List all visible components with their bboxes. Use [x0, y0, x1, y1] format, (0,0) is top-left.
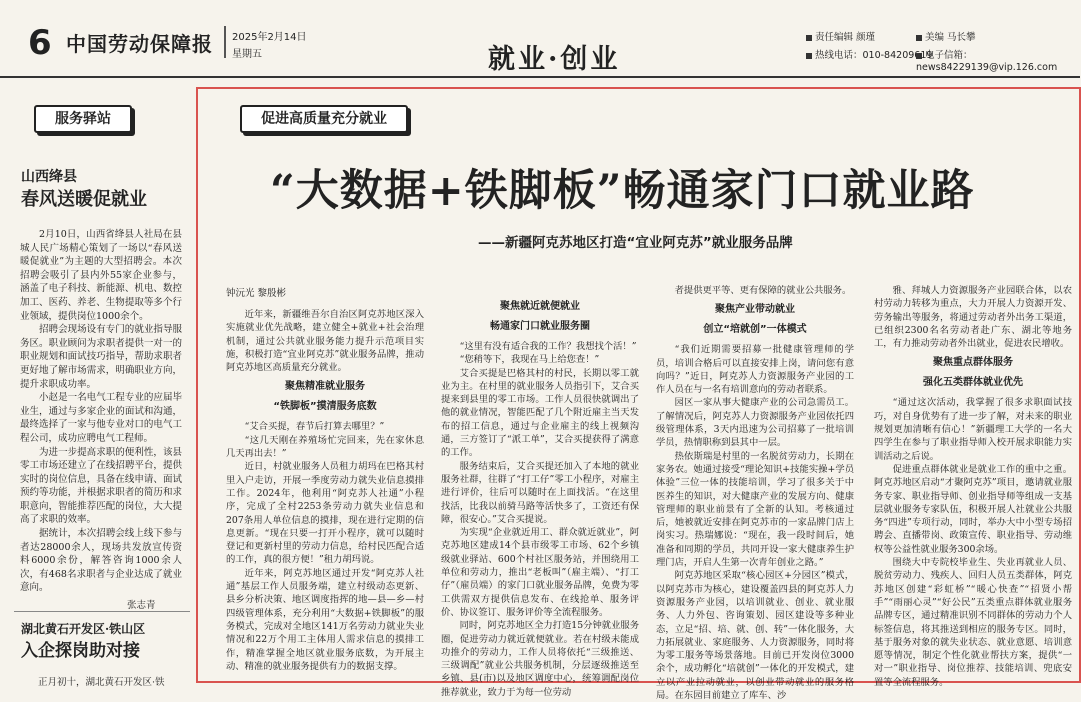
paragraph: 促进重点群体就业是就业工作的重中之重。阿克苏地区启动“才聚阿克苏”项目，邀请就业服务专家、职业指导师、创业指导师等组成一支基层就业服务专家队伍，积极开展人社就业公共服务“四进”专项行动，同时，举办大中小型专场招聘会、直播带岗、政策宣传、职业指导、劳动维权等公益性就业服务300余场。 — [874, 463, 1072, 555]
section-title: 就业·创业 — [488, 44, 621, 75]
article-column-4 — [874, 284, 1072, 688]
paragraph: “这几天刚在养殖场忙完回来，先在家休息几天再出去！” — [226, 434, 424, 460]
sidebar-story2-title: 入企探岗助对接 — [21, 641, 140, 661]
paragraph: 园区一家从事大健康产业的公司急需员工。了解情况后，阿克苏人力资源服务产业园依托四级管理体系，3天内迅速为公司招募了一批培训学员，热情职称到县其中一层。 — [656, 397, 854, 449]
sidebar-column-tag: 服务驿站 — [34, 105, 132, 133]
paragraph: 2月10日，山西省绛县人社局在县城人民广场精心策划了一场以“春风送暖促就业”为主题的大型招聘会。本次招聘会吸引了县内外55家企业参与，涵盖了电子科技、新能源、机电、数控加工、医药、养老、生物提取等多个行业领域，提供岗位1000余个。 — [20, 229, 182, 322]
issue-weekday: 星期五 — [232, 49, 262, 60]
article-headline: “大数据+铁脚板”畅通家门口就业路 — [270, 166, 975, 216]
sidebar-story2-subtitle: 湖北黄石开发区·铁山区 — [21, 622, 146, 636]
issue-date: 2025年2月14日 — [232, 32, 307, 43]
header-divider — [224, 26, 226, 58]
paragraph: “这里有没有适合我的工作？我想找个活！” — [459, 341, 637, 352]
article-column-tag: 促进高质量充分就业 — [240, 105, 408, 133]
email: 电子信箱：news84229139@vip.126.com — [916, 50, 1080, 74]
sidebar-story1-body — [20, 228, 182, 594]
paragraph: “通过这次活动，我掌握了很多求职面试技巧，对自身优势有了进一步了解，对未来的职业规划更加清晰有信心！”新疆理工大学的一名大四学生在参与了职业指导师入校开展求职能力实训活动之后说。 — [874, 397, 1072, 462]
paragraph: “您稍等下，我现在马上给您查！” — [459, 354, 600, 366]
paragraph: 小赵是一名电气工程专业的应届毕业生，通过与多家企业的面试和沟通，最终选择了一家与他专业对口的电气工程公司，成功应聘电气工程师。 — [20, 392, 182, 444]
paragraph: “我们近期需要招募一批健康管理师的学员，培训合格后可以直接安排上岗，请问您有意向吗？”近日，阿克苏人力资源服务产业园的工作人员在与一名有培训意向的劳动者联系。 — [656, 344, 854, 396]
paragraph: 热依斯瑞是村里的一名脱贫劳动力，长期在家务农。她通过接受“理论知识+技能实操+学员体验”三位一体的技能培训，学习了很多关于中医养生的知识，对大健康产业的发展方向、健康管理师的职业前景有了全新的认知。考核通过后，她被就近安排在阿克苏市的一家品牌门店上岗实习。热瑞娜说：“现在，我一段时间后，她准备和同期的学员，共同开设一家大健康养生护理门店，开启人生第一次青年创业之路。” — [656, 450, 854, 569]
paragraph: 近日，村就业服务人员租力胡玛在巴格其村里入户走访，开展一季度劳动力就失业信息摸排工作。2024年，他利用“阿克苏人社通”小程序，完成了全村2253条劳动力就失业信息和207条用人单位信息的摸排，现在进行定期的信息更新。“现在只要一打开小程序，就可以随时登记和更新村里的劳动力信息，给村民匹配合适的工作，真的很方便！”租力胡玛说。 — [226, 461, 424, 566]
newspaper-name: 中国劳动保障报 — [66, 32, 213, 56]
article-subheadline: ——新疆阿克苏地区打造“宜业阿克苏”就业服务品牌 — [478, 235, 793, 251]
paragraph: 近年来，新疆维吾尔自治区阿克苏地区深入实施就业优先战略，建立健全+就业+社会治理机制，通过公共就业服务能力提升示范项目实施，积极打造“宜业阿克苏”就业服务品牌，推动阿克苏地区高质量充分就业。 — [226, 309, 424, 374]
paragraph: 近年来，阿克苏地区通过开发“阿克苏人社通”基层工作人员服务端，建立村级动态更新、县乡分析决策、地区调度指挥的地—县—乡—村四级管理体系，充分利用“大数据+铁脚板”的服务模式，完成对全地区141万名劳动力就业失业情况和22万个用工主体用人需求信息的摸排工作，精准掌握全地区就业服务底数，为开展主动、精准的就业服务提供有力的数据支撑。 — [226, 567, 424, 672]
article-column-2 — [441, 294, 639, 698]
article-column-1 — [226, 308, 424, 678]
sidebar-divider — [14, 611, 190, 612]
section-heading: 畅通家门口就业服务圈 — [490, 321, 590, 332]
sidebar-story1-author: 张志青 — [127, 600, 156, 611]
section-heading: 聚焦重点群体服务 — [933, 357, 1013, 369]
sidebar-story1-subtitle: 山西绛县 — [21, 169, 77, 185]
paragraph: 阿克苏地区采取“核心园区+分园区”模式，以阿克苏市为核心，建设覆盖四县的阿克苏人力资源服务产业园，以培训就业、创业、就业服务、人力外包、咨询策划、园区建设等多种业态，立足“招、培、就、创、转”一体化服务，大力拓展就业、家庭服务、人力资源服务，同时将为零工服务等场景落地。目前已开发岗位3000余个，成功孵化“培就创”一体化的开发模式，建立以产业拉动就业，以创业带动就业的服务格局。在东园目前建立了库车、沙 — [656, 570, 854, 702]
editor-credit: 责任编辑 颜瑾 — [806, 32, 875, 44]
paragraph: 为进一步提高求职的便利性，该县零工市场还建立了在线招聘平台，提供实时的岗位信息，具备在线申请、面试预约等功能，并根据求职者的简历和求职意向，智能推荐匹配的岗位，大大提高了求职的效率。 — [20, 446, 182, 526]
paragraph: 同时，阿克苏地区全力打造15分钟就业服务圈，促进劳动力就近就便就业。若在村级未能成功推介的劳动力，工作人员将依托“三级推送、三级调配”就业公共服务机制，分层逐级推送至乡镇、县(市)以及地区调度中心，统筹调配岗位推荐就业，致力于为每一位劳动 — [441, 620, 639, 698]
paragraph: 招聘会现场设有专门的就业指导服务区。职业顾问为求职者提供一对一的职业规划和面试技巧指导，帮助求职者更好地了解市场需求，明确职业方向，提升求职成功率。 — [20, 324, 182, 390]
paragraph: 据统计，本次招聘会线上线下参与者达28000余人，现场共发放宣传资料6000余份，解答咨询1000余人次，有468名求职者与企业达成了就业意向。 — [20, 528, 182, 594]
paragraph: 艾合买提是巴格其村的村民，长期以零工就业为主。在村里的就业服务人员指引下，艾合买提来到县里的零工市场。工作人员很快就调出了他的就业情况，智能匹配了几个附近雇主当天发布的招工信息，通过与企业雇主的线上视频沟通，三方签订了“派工单”，艾合买提获得了满意的工作。 — [441, 367, 639, 459]
sidebar-story2-lead: 正月初十，湖北黄石开发区·铁 — [38, 677, 165, 688]
section-heading: 创立“培就创”一体模式 — [703, 324, 807, 336]
sidebar-story1-title: 春风送暖促就业 — [21, 189, 147, 210]
hotline: 热线电话：010-84209619 — [806, 50, 932, 62]
art-editor-credit: 美编 马长攀 — [916, 32, 976, 44]
paragraph: 雅、拜城人力资源服务产业园联合体，以农村劳动力转移为重点，大力开展人力资源开发、劳务输出等服务，将通过劳动者外出务工渠道，已组织2300名名劳动者赴广东、湖北等地务工，有力推动劳动者外出就业，促进农民增收。 — [874, 285, 1072, 350]
section-heading: 聚焦产业带动就业 — [715, 304, 795, 316]
article-byline: 钟沅光 黎殷彬 — [226, 288, 287, 299]
paragraph: 者提供更平等、更有保障的就业公共服务。 — [674, 285, 852, 296]
section-heading: 强化五类群体就业优先 — [923, 377, 1023, 389]
paragraph: 服务结束后，艾合买提还加入了本地的就业服务社群，往群了“打工仔”零工小程序，对雇主进行评价，往后可以随时在上面找活。“在这里找活，比我以前骑马路等活快多了，工资还有保障，很安心。”艾合买提说。 — [441, 460, 639, 525]
paragraph: 为实现“企业就近用工、群众就近就业”，阿克苏地区建成14个县市级零工市场、62个乡镇级就业驿站、600个村社区服务站，并围绕用工单位和劳动力，推出“老板叫”（雇主端）、“打工仔”（雇员端）的家门口就业服务品牌，免费为零工供需双方提供信息发布、在线抢单、服务评价、协议签订、服务评价等全流程服务。 — [441, 527, 639, 618]
section-heading: “铁脚板”摸清服务底数 — [273, 401, 377, 413]
header-rule — [0, 76, 1080, 78]
section-heading: 聚焦精准就业服务 — [285, 381, 365, 393]
section-heading: 聚焦就近就便就业 — [500, 301, 580, 312]
article-column-3 — [656, 284, 854, 702]
paragraph: 围绕大中专院校毕业生、失业再就业人员、脱贫劳动力、残疾人、回归人员五类群体，阿克苏地区创建“彩虹桥”“暖心快查”“招贤小帮手”“雨丽心灵”“好公民”五类重点群体就业服务品牌专区，通过精准识别不同群体的劳动力个人标签信息，将其推送到相应的服务专区。同时，基于服务对象的就失业状态、就业意愿、培训意愿等情况，制定个性化就业帮扶方案，提供“一对一”职业指导、岗位推荐、技能培训、兜底安置等全流程服务。 — [874, 557, 1072, 688]
paragraph: “艾合买提，春节后打算去哪里？” — [244, 421, 385, 433]
page-number: 6 — [28, 23, 52, 63]
